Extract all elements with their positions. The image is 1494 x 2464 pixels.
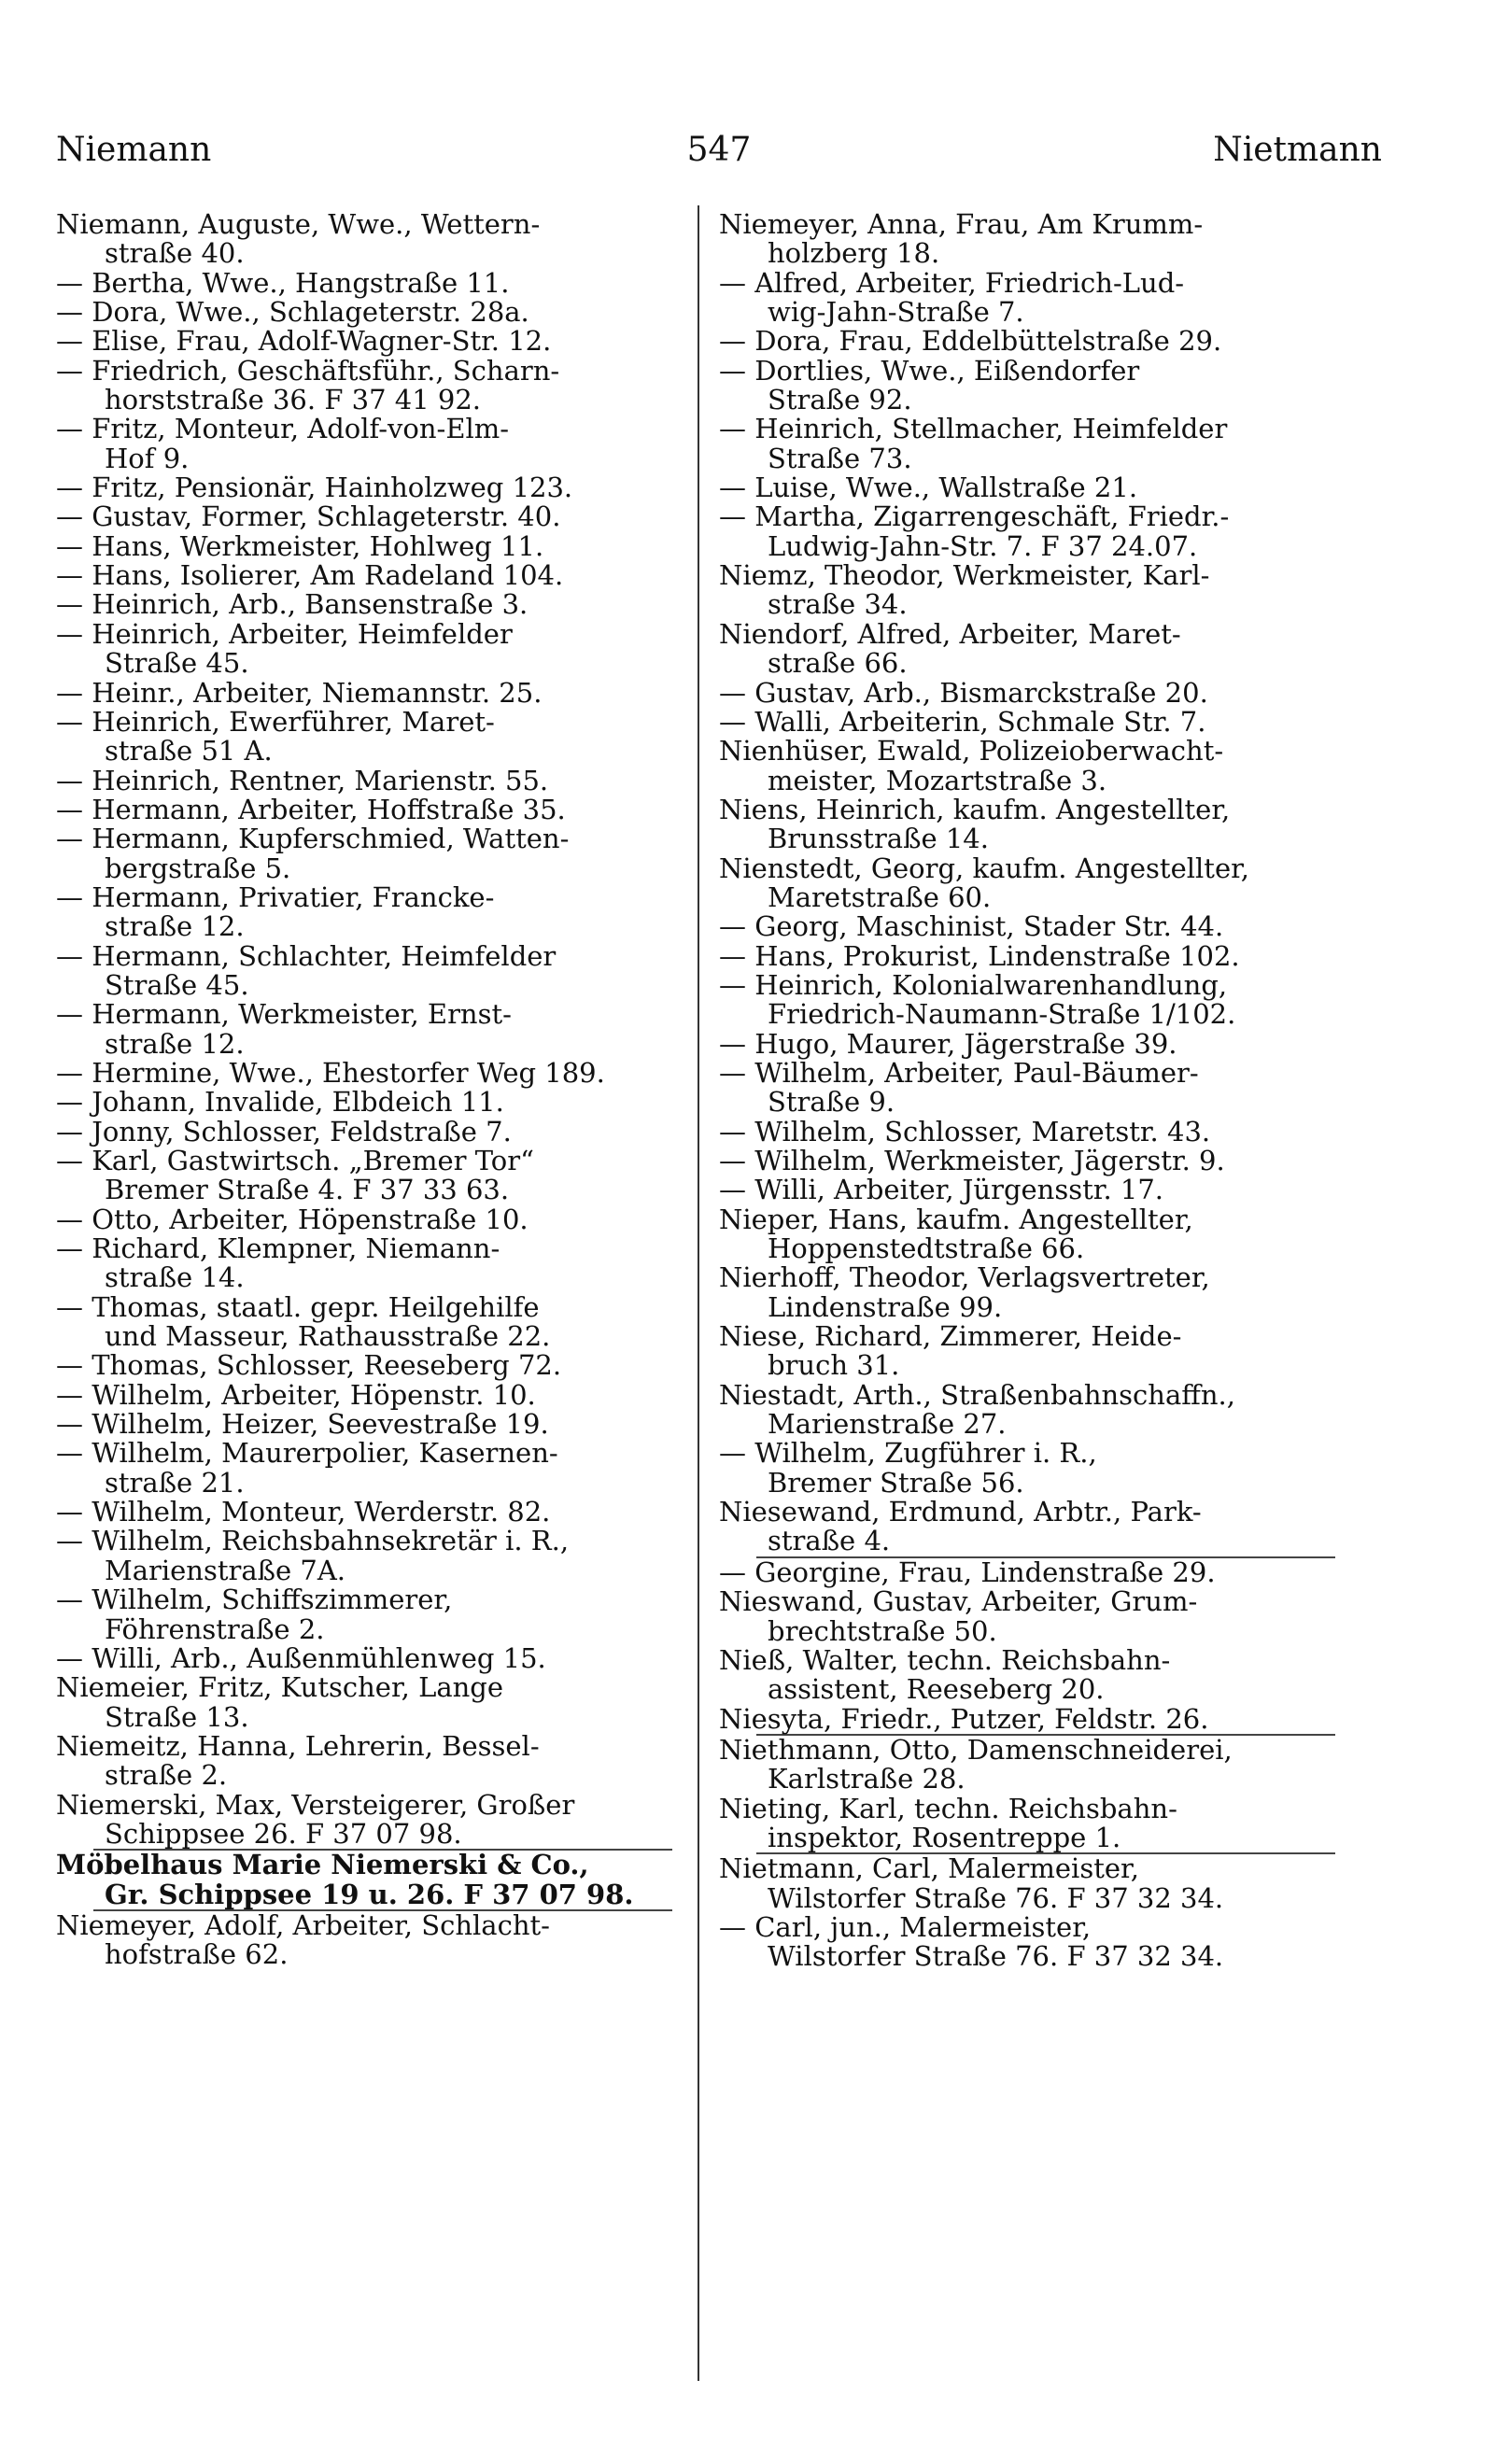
entry-continuation-line: straße 51 A. bbox=[105, 735, 273, 767]
directory-entry bbox=[719, 1176, 1373, 1204]
entry-line: — Bertha, Wwe., Hangstraße 11. bbox=[56, 266, 510, 299]
entry-line: — Dora, Wwe., Schlageterstr. 28a. bbox=[56, 296, 529, 329]
entry-line: — Heinr., Arbeiter, Niemannstr. 25. bbox=[56, 676, 543, 709]
directory-entry bbox=[56, 473, 710, 502]
directory-entry bbox=[719, 1733, 1373, 1795]
directory-entry bbox=[719, 737, 1373, 796]
entry-continuation-line: straße 2. bbox=[105, 1759, 228, 1792]
directory-entry bbox=[719, 1792, 1373, 1853]
directory-entry bbox=[719, 210, 1373, 269]
entry-continuation-line: Straße 13. bbox=[105, 1700, 249, 1733]
entry-line: — Wilhelm, Werkmeister, Jägerstr. 9. bbox=[719, 1145, 1225, 1176]
entry-line: — Hermann, Privatier, Francke- bbox=[56, 880, 495, 913]
entry-continuation-line: Straße 73. bbox=[768, 442, 912, 474]
entry-line: — Alfred, Arbeiter, Friedrich-Lud- bbox=[719, 266, 1185, 299]
entry-continuation-line: bergstraße 5. bbox=[105, 852, 291, 884]
directory-entry bbox=[56, 1729, 710, 1792]
directory-entry bbox=[719, 1643, 1373, 1706]
directory-entry bbox=[719, 1322, 1373, 1381]
entry-line: — Wilhelm, Heizer, Seevestraße 19. bbox=[56, 1408, 549, 1441]
directory-entry bbox=[56, 354, 710, 416]
directory-entry bbox=[56, 502, 710, 531]
entry-line: Niemeyer, Anna, Frau, Am Krumm- bbox=[719, 208, 1204, 240]
directory-entry bbox=[56, 1056, 710, 1089]
entry-line: Niesyta, Friedr., Putzer, Feldstr. 26. bbox=[719, 1702, 1209, 1735]
entry-continuation-line: Straße 92. bbox=[768, 384, 912, 416]
entry-continuation-line: inspektor, Rosentreppe 1. bbox=[768, 1821, 1121, 1853]
directory-entry bbox=[719, 354, 1373, 416]
entry-line: Möbelhaus Marie Niemerski & Co., bbox=[56, 1849, 589, 1881]
entry-line: — Wilhelm, Reichsbahnsekretär i. R., bbox=[56, 1525, 570, 1557]
entry-line: Nietmann, Carl, Malermeister, bbox=[719, 1852, 1139, 1885]
entry-continuation-line: brechtstraße 50. bbox=[768, 1614, 997, 1647]
directory-entry bbox=[56, 1000, 710, 1059]
directory-entry bbox=[56, 880, 710, 943]
entry-line: — Hugo, Maurer, Jägerstraße 39. bbox=[719, 1027, 1177, 1060]
directory-entry bbox=[56, 1115, 710, 1148]
directory-entry bbox=[56, 1205, 710, 1234]
directory-entry bbox=[719, 1498, 1373, 1556]
entry-continuation-line: wig-Jahn-Straße 7. bbox=[768, 296, 1024, 329]
entry-line: — Heinrich, Ewerführer, Maret- bbox=[56, 705, 495, 738]
entry-line: Nieting, Karl, techn. Reichsbahn- bbox=[719, 1792, 1177, 1824]
entry-line: — Willi, Arb., Außenmühlenweg 15. bbox=[56, 1641, 546, 1674]
entry-continuation-line: Straße 45. bbox=[105, 647, 249, 680]
entry-line: — Wilhelm, Arbeiter, Paul-Bäumer- bbox=[719, 1056, 1199, 1089]
entry-line: — Hermann, Werkmeister, Ernst- bbox=[56, 998, 512, 1031]
directory-entry bbox=[56, 1147, 710, 1205]
page-header bbox=[56, 131, 1382, 177]
directory-entry bbox=[56, 1908, 710, 1971]
entry-continuation-line: Föhrenstraße 2. bbox=[105, 1612, 325, 1645]
directory-entry bbox=[56, 1439, 710, 1498]
directory-entry bbox=[56, 561, 710, 590]
entry-continuation-line: Brunsstraße 14. bbox=[768, 823, 989, 855]
entry-line: — Wilhelm, Schlosser, Maretstr. 43. bbox=[719, 1115, 1211, 1148]
directory-entry bbox=[719, 561, 1373, 620]
directory-entry bbox=[719, 1378, 1373, 1441]
entry-line: — Hermann, Arbeiter, Hoffstraße 35. bbox=[56, 793, 566, 825]
entry-line: — Martha, Zigarrengeschäft, Friedr.- bbox=[719, 500, 1230, 533]
entry-line: Nieß, Walter, techn. Reichsbahn- bbox=[719, 1643, 1171, 1676]
directory-entry bbox=[56, 1234, 710, 1293]
directory-entry bbox=[719, 1439, 1373, 1498]
entry-line: — Thomas, staatl. gepr. Heilgehilfe bbox=[56, 1290, 540, 1323]
entry-line: — Hermann, Schlachter, Heimfelder bbox=[56, 939, 557, 972]
entry-continuation-line: Gr. Schippsee 19 u. 26. F 37 07 98. bbox=[105, 1878, 634, 1910]
entry-continuation-line: straße 66. bbox=[768, 647, 908, 680]
entry-continuation-line: Schippsee 26. F 37 07 98. bbox=[105, 1817, 462, 1850]
directory-entry bbox=[719, 705, 1373, 738]
directory-entry bbox=[56, 1673, 710, 1732]
directory-entry bbox=[719, 912, 1373, 941]
entry-line: — Georgine, Frau, Lindenstraße 29. bbox=[719, 1556, 1216, 1588]
entry-line: — Johann, Invalide, Elbdeich 11. bbox=[56, 1086, 504, 1119]
entry-continuation-line: Marienstraße 7A. bbox=[105, 1554, 346, 1586]
directory-entry bbox=[719, 266, 1373, 329]
directory-entry bbox=[56, 1788, 710, 1850]
entry-line: — Georg, Maschinist, Stader Str. 44. bbox=[719, 910, 1224, 943]
left-column bbox=[56, 210, 710, 1970]
entry-line: — Thomas, Schlosser, Reeseberg 72. bbox=[56, 1349, 562, 1382]
entry-continuation-line: straße 12. bbox=[105, 1027, 245, 1060]
entry-continuation-line: Hof 9. bbox=[105, 442, 190, 474]
entry-line: — Friedrich, Geschäftsführ., Scharn- bbox=[56, 354, 560, 387]
entry-continuation-line: straße 40. bbox=[105, 237, 245, 270]
directory-entry bbox=[56, 764, 710, 796]
entry-line: — Jonny, Schlosser, Feldstraße 7. bbox=[56, 1115, 512, 1148]
entry-continuation-line: Bremer Straße 4. F 37 33 63. bbox=[105, 1174, 510, 1206]
entry-continuation-line: Straße 45. bbox=[105, 968, 249, 1001]
entry-line: — Hermann, Kupferschmied, Watten- bbox=[56, 823, 570, 855]
directory-entry bbox=[56, 1290, 710, 1353]
entry-continuation-line: straße 21. bbox=[105, 1466, 245, 1499]
directory-entry bbox=[719, 502, 1373, 561]
entry-line: — Gustav, Arb., Bismarckstraße 20. bbox=[719, 676, 1208, 709]
page-number: 547 bbox=[686, 131, 752, 169]
directory-entry bbox=[719, 327, 1373, 356]
entry-line: Nierhoff, Theodor, Verlagsvertreter, bbox=[719, 1261, 1210, 1294]
directory-entry bbox=[56, 1498, 710, 1527]
entry-line: Niens, Heinrich, kaufm. Angestellter, bbox=[719, 793, 1231, 825]
entry-line: — Hans, Werkmeister, Hohlweg 11. bbox=[56, 529, 544, 562]
entry-line: — Heinrich, Kolonialwarenhandlung, bbox=[719, 968, 1228, 1001]
entry-line: — Elise, Frau, Adolf-Wagner-Str. 12. bbox=[56, 325, 552, 358]
entry-line: Niendorf, Alfred, Arbeiter, Maret- bbox=[719, 617, 1181, 650]
directory-entry bbox=[56, 415, 710, 473]
entry-line: Niemz, Theodor, Werkmeister, Karl- bbox=[719, 559, 1210, 592]
entry-continuation-line: Karlstraße 28. bbox=[768, 1763, 965, 1795]
directory-entry bbox=[719, 793, 1373, 855]
entry-line: Niesewand, Erdmund, Arbtr., Park- bbox=[719, 1496, 1202, 1528]
directory-entry bbox=[56, 529, 710, 562]
directory-entry bbox=[719, 473, 1373, 502]
entry-continuation-line: Straße 9. bbox=[768, 1086, 895, 1119]
entry-continuation-line: straße 14. bbox=[105, 1261, 245, 1294]
entry-continuation-line: Marienstraße 27. bbox=[768, 1408, 1007, 1441]
entry-continuation-line: und Masseur, Rathausstraße 22. bbox=[105, 1320, 551, 1353]
entry-continuation-line: assistent, Reeseberg 20. bbox=[768, 1673, 1105, 1706]
entry-line: — Gustav, Former, Schlageterstr. 40. bbox=[56, 500, 561, 533]
directory-entry bbox=[56, 824, 710, 883]
directory-entry bbox=[719, 939, 1373, 972]
entry-line: — Fritz, Pensionär, Hainholzweg 123. bbox=[56, 472, 573, 504]
entry-continuation-line: hofstraße 62. bbox=[105, 1938, 289, 1971]
directory-entry bbox=[719, 415, 1373, 473]
directory-entry bbox=[56, 1088, 710, 1117]
entry-line: Niemeitz, Hanna, Lehrerin, Bessel- bbox=[56, 1729, 540, 1762]
directory-entry bbox=[719, 854, 1373, 913]
entry-continuation-line: bruch 31. bbox=[768, 1349, 900, 1382]
entry-continuation-line: meister, Mozartstraße 3. bbox=[768, 764, 1107, 796]
entry-line: Nieswand, Gustav, Arbeiter, Grum- bbox=[719, 1585, 1198, 1618]
entry-line: — Wilhelm, Monteur, Werderstr. 82. bbox=[56, 1496, 551, 1528]
entry-line: — Otto, Arbeiter, Höpenstraße 10. bbox=[56, 1203, 529, 1235]
entry-line: Nienhüser, Ewald, Polizeioberwacht- bbox=[719, 735, 1224, 767]
entry-line: Niestadt, Arth., Straßenbahnschaffn., bbox=[719, 1378, 1235, 1411]
entry-line: — Wilhelm, Zugführer i. R., bbox=[719, 1437, 1097, 1470]
directory-entry bbox=[719, 1027, 1373, 1060]
entry-continuation-line: holzberg 18. bbox=[768, 237, 940, 270]
entry-line: — Hans, Prokurist, Lindenstraße 102. bbox=[719, 939, 1240, 972]
entry-line: — Wilhelm, Maurerpolier, Kasernen- bbox=[56, 1437, 558, 1470]
entry-line: — Dortlies, Wwe., Eißendorfer bbox=[719, 354, 1140, 387]
directory-entry bbox=[719, 1056, 1373, 1119]
directory-entry bbox=[719, 1702, 1373, 1735]
entry-line: Niethmann, Otto, Damenschneiderei, bbox=[719, 1733, 1233, 1766]
directory-entry bbox=[56, 1351, 710, 1380]
entry-line: — Carl, jun., Malermeister, bbox=[719, 1910, 1092, 1943]
entry-line: Niemeyer, Adolf, Arbeiter, Schlacht- bbox=[56, 1908, 550, 1941]
directory-entry bbox=[719, 968, 1373, 1031]
directory-entry bbox=[56, 266, 710, 299]
right-column bbox=[719, 210, 1373, 1972]
directory-entry bbox=[719, 1854, 1373, 1913]
entry-line: — Richard, Klempner, Niemann- bbox=[56, 1232, 500, 1265]
entry-line: — Walli, Arbeiterin, Schmale Str. 7. bbox=[719, 705, 1206, 738]
entry-line: — Willi, Arbeiter, Jürgensstr. 17. bbox=[719, 1174, 1164, 1206]
entry-continuation-line: straße 4. bbox=[768, 1525, 891, 1557]
directory-entry bbox=[719, 1910, 1373, 1973]
entry-continuation-line: Bremer Straße 56. bbox=[768, 1466, 1024, 1499]
header-left-name: Niemann bbox=[56, 131, 212, 169]
entry-continuation-line: horststraße 36. F 37 41 92. bbox=[105, 384, 482, 416]
entry-line: — Dora, Frau, Eddelbüttelstraße 29. bbox=[719, 325, 1222, 358]
entry-continuation-line: Maretstraße 60. bbox=[768, 880, 992, 913]
directory-entry bbox=[56, 939, 710, 1001]
directory-entry bbox=[56, 1527, 710, 1585]
entry-continuation-line: straße 12. bbox=[105, 910, 245, 943]
directory-entry bbox=[719, 1115, 1373, 1148]
directory-entry bbox=[56, 327, 710, 356]
directory-entry bbox=[719, 1205, 1373, 1264]
directory-entry bbox=[56, 1641, 710, 1674]
entry-continuation-line: Lindenstraße 99. bbox=[768, 1290, 1003, 1323]
directory-entry bbox=[56, 1410, 710, 1439]
entry-line: — Heinrich, Rentner, Marienstr. 55. bbox=[56, 764, 549, 796]
directory-entry bbox=[56, 676, 710, 709]
entry-line: — Karl, Gastwirtsch. „Bremer Tor“ bbox=[56, 1145, 534, 1176]
entry-line: Niemerski, Max, Versteigerer, Großer bbox=[56, 1788, 575, 1821]
entry-line: — Wilhelm, Schiffszimmerer, bbox=[56, 1584, 453, 1616]
entry-continuation-line: Wilstorfer Straße 76. F 37 32 34. bbox=[768, 1881, 1224, 1914]
directory-entry bbox=[56, 1585, 710, 1644]
entry-continuation-line: Ludwig-Jahn-Str. 7. F 37 24.07. bbox=[768, 529, 1198, 562]
directory-entry bbox=[56, 617, 710, 680]
entry-continuation-line: Friedrich-Naumann-Straße 1/102. bbox=[768, 998, 1236, 1031]
entry-line: — Hermine, Wwe., Ehestorfer Weg 189. bbox=[56, 1056, 605, 1089]
entry-line: Niemann, Auguste, Wwe., Wettern- bbox=[56, 208, 541, 240]
entry-line: Nienstedt, Georg, kaufm. Angestellter, bbox=[719, 852, 1250, 884]
entry-line: — Hans, Isolierer, Am Radeland 104. bbox=[56, 559, 564, 592]
entry-line: — Heinrich, Stellmacher, Heimfelder bbox=[719, 413, 1228, 445]
directory-entry bbox=[56, 298, 710, 327]
entry-continuation-line: Hoppenstedtstraße 66. bbox=[768, 1232, 1085, 1265]
directory-entry bbox=[56, 210, 710, 269]
entry-line: Nieper, Hans, kaufm. Angestellter, bbox=[719, 1203, 1193, 1235]
directory-entry bbox=[56, 590, 710, 619]
entry-line: — Luise, Wwe., Wallstraße 21. bbox=[719, 472, 1138, 504]
directory-entry bbox=[719, 617, 1373, 680]
directory-entry bbox=[56, 793, 710, 825]
entry-line: — Heinrich, Arb., Bansenstraße 3. bbox=[56, 588, 529, 621]
entry-line: Niemeier, Fritz, Kutscher, Lange bbox=[56, 1671, 504, 1704]
directory-entry bbox=[719, 1263, 1373, 1322]
entry-line: Niese, Richard, Zimmerer, Heide- bbox=[719, 1320, 1182, 1353]
directory-entry bbox=[56, 1851, 710, 1909]
entry-continuation-line: Wilstorfer Straße 76. F 37 32 34. bbox=[768, 1940, 1224, 1973]
directory-entry bbox=[56, 705, 710, 767]
directory-entry bbox=[719, 1587, 1373, 1646]
entry-line: — Wilhelm, Arbeiter, Höpenstr. 10. bbox=[56, 1378, 536, 1411]
entry-line: — Fritz, Monteur, Adolf-von-Elm- bbox=[56, 413, 510, 445]
entry-continuation-line: straße 34. bbox=[768, 588, 908, 621]
header-right-name: Nietmann bbox=[1213, 131, 1382, 169]
directory-entry bbox=[719, 1147, 1373, 1176]
directory-entry bbox=[719, 676, 1373, 709]
directory-entry bbox=[719, 1558, 1373, 1587]
directory-entry bbox=[56, 1378, 710, 1411]
entry-line: — Heinrich, Arbeiter, Heimfelder bbox=[56, 617, 513, 650]
